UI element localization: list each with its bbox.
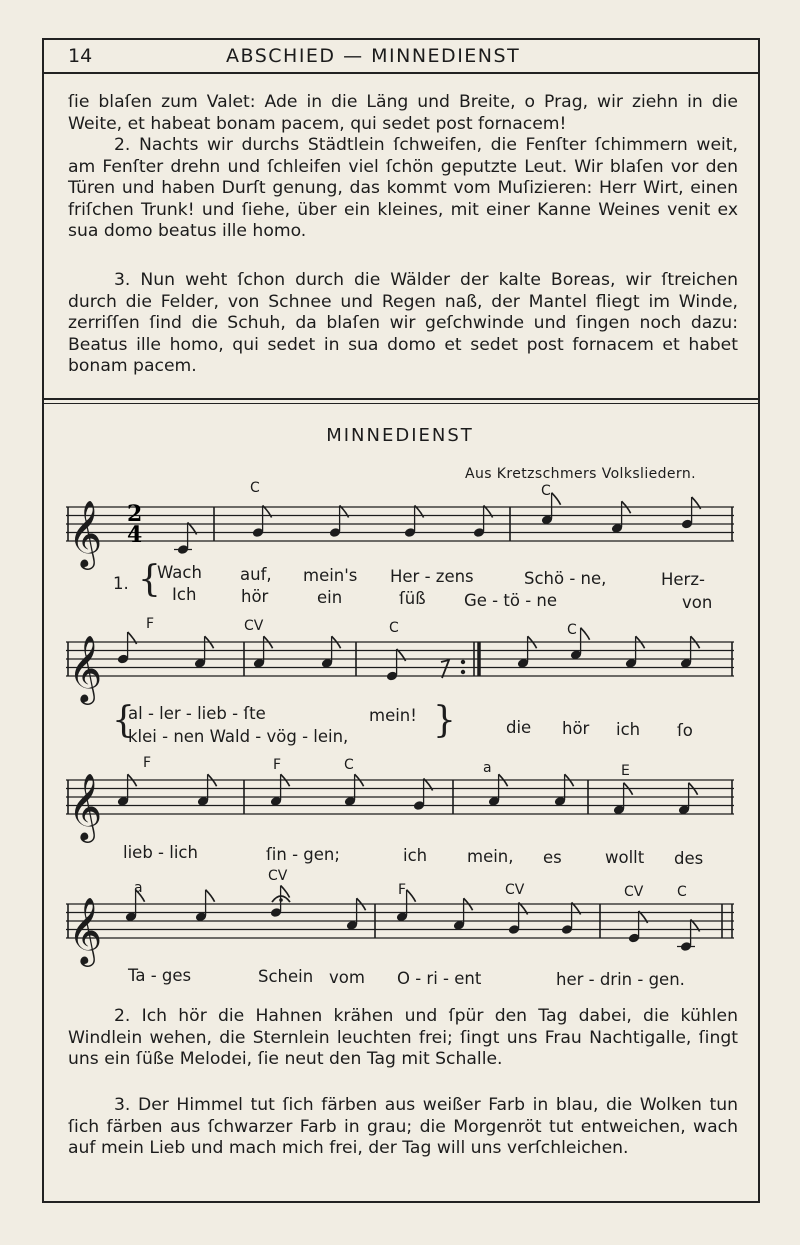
time-signature-bottom: 4 bbox=[127, 522, 143, 548]
song-title: MINNEDIENST bbox=[326, 425, 474, 446]
chord-symbol: a bbox=[483, 760, 492, 776]
lyric-word: Ich bbox=[172, 585, 197, 604]
lyric-brace: { bbox=[112, 700, 135, 741]
chord-symbol: F bbox=[146, 616, 155, 632]
lyric-word: ich bbox=[403, 846, 428, 865]
running-title: ABSCHIED — MINNEDIENST bbox=[226, 45, 521, 67]
lyric-brace-close: } bbox=[433, 700, 456, 741]
note-flag bbox=[552, 493, 561, 505]
note-flag bbox=[407, 890, 416, 902]
chord-symbol: CV bbox=[624, 884, 644, 900]
lyric-word: von bbox=[682, 593, 713, 612]
note-flag bbox=[206, 890, 215, 902]
chord-symbol: F bbox=[273, 757, 282, 773]
lyric-word: Schö - ne, bbox=[524, 569, 607, 588]
lyric-word: hör bbox=[241, 587, 269, 606]
lyric-brace: { bbox=[138, 559, 161, 600]
lyric-word: ſin - gen; bbox=[266, 845, 340, 864]
lyric-word: ich bbox=[616, 720, 641, 739]
lyric-word: Ta - ges bbox=[128, 966, 192, 985]
lyric-word: mein! bbox=[369, 706, 417, 725]
lyric-word: auf, bbox=[240, 565, 272, 584]
lyric-word: Wach bbox=[157, 563, 202, 582]
lyric-word: ſo bbox=[677, 721, 693, 740]
time-signature-top: 2 bbox=[127, 501, 143, 527]
page-number: 14 bbox=[68, 45, 93, 67]
lyric-word: Schein bbox=[258, 967, 314, 986]
chord-symbol: E bbox=[621, 763, 630, 779]
chord-symbol: CV bbox=[268, 868, 288, 884]
repeat-dot bbox=[461, 670, 465, 674]
lyric-word: her - drin - gen. bbox=[556, 970, 685, 989]
treble-clef-icon: 𝄞 bbox=[68, 499, 103, 567]
treble-clef-icon: 𝄞 bbox=[68, 772, 103, 840]
repeat-dot bbox=[461, 660, 465, 664]
lyric-word: mein, bbox=[467, 847, 514, 866]
verse-number: 1. bbox=[113, 574, 129, 593]
treble-clef-icon: 𝄞 bbox=[68, 896, 103, 964]
song-source: Aus Kretzschmers Volksliedern. bbox=[465, 466, 696, 482]
lyric-word: die bbox=[506, 718, 532, 737]
lyric-word: O - ri - ent bbox=[397, 969, 482, 988]
lyric-word: al - ler - lieb - ſte bbox=[128, 704, 266, 723]
note-flag bbox=[581, 628, 590, 640]
chord-symbol: F bbox=[143, 755, 152, 771]
abschied-verse-2: 2. Nachts wir durchs Städtlein ſchweifen, die Fenſter ſchimmern weit, am Fenſter drehn und ſchleifen viel ſchön geputzte Leut. Wir blaſen vor den Türen und haben Durſt genung, das kommt vom Muſizieren: Herr Wirt, einen friſchen Trunk! und ſiehe, über ein kleines, mit einer Kanne Weines venit ex sua domo beatus ille homo. bbox=[68, 135, 738, 242]
lyric-word: vom bbox=[329, 968, 365, 987]
chord-symbol: F bbox=[398, 882, 407, 898]
chord-symbol: C bbox=[541, 483, 551, 499]
lyric-word: ſüß bbox=[399, 589, 426, 608]
lyric-word: wollt bbox=[605, 848, 645, 867]
chord-symbol: a bbox=[134, 880, 143, 896]
lyric-word: hör bbox=[562, 719, 590, 738]
chord-symbol: C bbox=[677, 884, 687, 900]
chord-symbol: CV bbox=[505, 882, 525, 898]
lyric-word: lieb - lich bbox=[123, 843, 198, 862]
chord-symbol: C bbox=[567, 622, 577, 638]
minnedienst-verse-3: 3. Der Himmel tut ſich färben aus weißer Farb in blau, die Wolken tun ſich färben aus ſchwarzer Farb in grau; die Morgenröt tut entweichen, wach auf mein Lieb und mach mich frei, der Tag will uns verſchleichen. bbox=[68, 1095, 738, 1159]
lyric-word: Her - zens bbox=[390, 567, 474, 586]
lyric-word: Herz- bbox=[661, 570, 705, 589]
lyric-word: des bbox=[674, 849, 704, 868]
chord-symbol: C bbox=[389, 620, 399, 636]
chord-symbol: C bbox=[250, 480, 260, 496]
abschied-verse-1-end: ſie blaſen zum Valet: Ade in die Läng und Breite, o Prag, wir ziehn in die Weite, et habeat bonam pacem, qui sedet post fornacem! bbox=[68, 92, 738, 134]
fermata-dot bbox=[279, 898, 283, 902]
abschied-verse-3: 3. Nun weht ſchon durch die Wälder der kalte Boreas, wir ſtreichen durch die Felder, von Schnee und Regen naß, der Mantel fliegt im Winde, zerriſſen ſind die Schuh, da blaſen wir geſchwinde und ſingen noch dazu: Beatus ille homo, qui sedet in sua domo et sedet post fornacem et habet bonam pacem. bbox=[68, 270, 738, 377]
lyric-word: ein bbox=[317, 588, 343, 607]
minnedienst-verse-2: 2. Ich hör die Hahnen krähen und ſpür den Tag dabei, die kühlen Windlein wehen, die Sternlein leuchten frei; ſingt uns Frau Nachtigalle, ſingt uns ein ſüße Melodei, ſie neut den Tag mit Schalle. bbox=[68, 1006, 738, 1070]
chord-symbol: CV bbox=[244, 618, 264, 634]
lyric-word: klei - nen Wald - vög - lein, bbox=[128, 727, 349, 746]
lyric-word: es bbox=[543, 848, 562, 867]
eighth-rest bbox=[441, 660, 449, 678]
treble-clef-icon: 𝄞 bbox=[68, 634, 103, 702]
lyric-word: mein's bbox=[303, 566, 358, 585]
chord-symbol: C bbox=[344, 757, 354, 773]
lyric-word: Ge - tö - ne bbox=[464, 591, 557, 610]
